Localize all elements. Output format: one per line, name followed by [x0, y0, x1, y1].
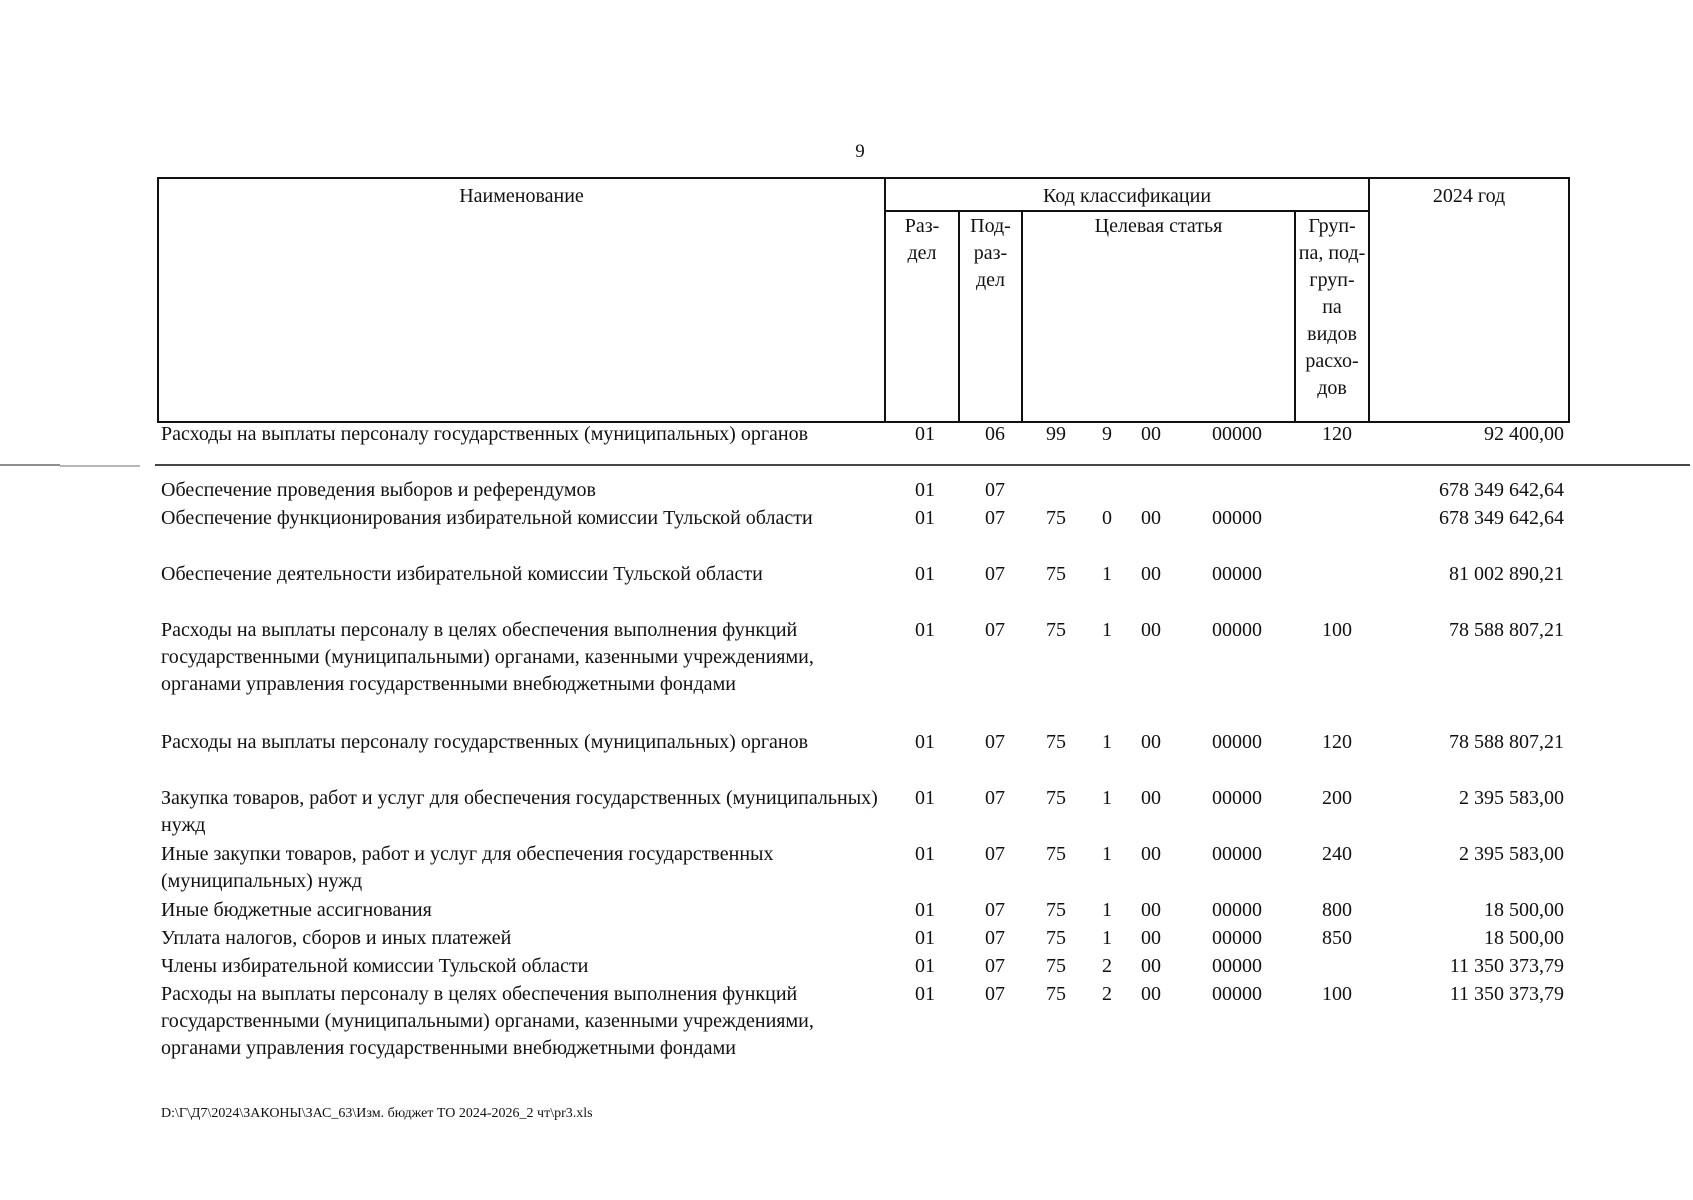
separator-line [155, 464, 1690, 466]
row-target-program: 75 [1046, 899, 1066, 921]
row-razdel: 01 [915, 507, 935, 529]
header-expense-group: Груп- па, под- груп- па видов расхо- дов [1295, 211, 1369, 422]
row-target-program: 75 [1046, 843, 1066, 865]
row-target-subprogram: 2 [1102, 983, 1112, 1005]
row-amount: 18 500,00 [1484, 927, 1564, 949]
row-name: Иные закупки товаров, работ и услуг для обеспечения государственных (муниципальных) нужд [161, 843, 774, 892]
header-code-group: Код классификации [885, 178, 1369, 211]
row-target-main-event: 00 [1141, 983, 1161, 1005]
row-expense-group: 800 [1322, 899, 1352, 921]
row-target-direction: 00000 [1212, 899, 1262, 921]
row-amount: 678 349 642,64 [1439, 507, 1564, 529]
row-name: Обеспечение проведения выборов и референдумов [161, 479, 596, 501]
row-razdel: 01 [915, 983, 935, 1005]
row-razdel: 01 [915, 423, 935, 445]
row-target-main-event: 00 [1141, 731, 1161, 753]
row-razdel: 01 [915, 843, 935, 865]
row-expense-group: 120 [1322, 731, 1352, 753]
row-target-direction: 00000 [1212, 507, 1262, 529]
row-podrazdel: 06 [985, 423, 1005, 445]
row-target-subprogram: 9 [1102, 423, 1112, 445]
row-amount: 11 350 373,79 [1449, 983, 1564, 1005]
header-podrazdel: Под- раз- дел [959, 211, 1022, 422]
row-podrazdel: 07 [985, 843, 1005, 865]
row-amount: 78 588 807,21 [1449, 619, 1564, 641]
row-target-subprogram: 1 [1102, 927, 1112, 949]
row-target-direction: 00000 [1212, 619, 1262, 641]
row-target-subprogram: 1 [1102, 731, 1112, 753]
row-target-subprogram: 1 [1102, 563, 1112, 585]
row-expense-group: 850 [1322, 927, 1352, 949]
row-razdel: 01 [915, 927, 935, 949]
row-target-subprogram: 1 [1102, 787, 1112, 809]
row-target-subprogram: 1 [1102, 843, 1112, 865]
row-podrazdel: 07 [985, 955, 1005, 977]
row-name: Уплата налогов, сборов и иных платежей [161, 927, 512, 949]
row-target-main-event: 00 [1141, 507, 1161, 529]
row-target-program: 75 [1046, 983, 1066, 1005]
row-expense-group: 240 [1322, 843, 1352, 865]
row-podrazdel: 07 [985, 983, 1005, 1005]
row-target-direction: 00000 [1212, 955, 1262, 977]
row-target-program: 75 [1046, 731, 1066, 753]
row-expense-group: 100 [1322, 983, 1352, 1005]
row-podrazdel: 07 [985, 731, 1005, 753]
row-target-main-event: 00 [1141, 423, 1161, 445]
row-target-program: 75 [1046, 563, 1066, 585]
row-podrazdel: 07 [985, 563, 1005, 585]
header-razdel: Раз- дел [885, 211, 959, 422]
row-target-program: 75 [1046, 787, 1066, 809]
row-target-main-event: 00 [1141, 619, 1161, 641]
row-podrazdel: 07 [985, 787, 1005, 809]
row-target-main-event: 00 [1141, 899, 1161, 921]
row-expense-group: 100 [1322, 619, 1352, 641]
header-target-article: Целевая статья [1022, 211, 1295, 422]
row-amount: 81 002 890,21 [1449, 563, 1564, 585]
page-number: 9 [855, 141, 865, 162]
row-name: Расходы на выплаты персоналу государственных (муниципальных) органов [161, 731, 809, 753]
row-target-direction: 00000 [1212, 423, 1262, 445]
row-target-direction: 00000 [1212, 843, 1262, 865]
row-name: Расходы на выплаты персоналу в целях обеспечения выполнения функций государственными (муниципальными) органами, казенными учреждениями, органами управления государственными внебюджетными фондами [161, 619, 814, 695]
row-razdel: 01 [915, 899, 935, 921]
header-year: 2024 год [1369, 178, 1569, 422]
row-name: Иные бюджетные ассигнования [161, 899, 432, 921]
row-razdel: 01 [915, 619, 935, 641]
row-target-direction: 00000 [1212, 927, 1262, 949]
row-amount: 78 588 807,21 [1449, 731, 1564, 753]
row-target-subprogram: 0 [1102, 507, 1112, 529]
row-name: Закупка товаров, работ и услуг для обеспечения государственных (муниципальных) нужд [161, 787, 878, 836]
row-razdel: 01 [915, 479, 935, 501]
row-razdel: 01 [915, 731, 935, 753]
scan-artifact-line [60, 465, 140, 467]
row-razdel: 01 [915, 787, 935, 809]
row-name: Члены избирательной комиссии Тульской области [161, 955, 589, 977]
row-name: Обеспечение деятельности избирательной комиссии Тульской области [161, 563, 763, 585]
row-target-main-event: 00 [1141, 787, 1161, 809]
row-amount: 2 395 583,00 [1459, 787, 1564, 809]
row-target-main-event: 00 [1141, 563, 1161, 585]
scan-artifact-line [0, 464, 60, 466]
row-podrazdel: 07 [985, 619, 1005, 641]
row-target-program: 75 [1046, 507, 1066, 529]
row-podrazdel: 07 [985, 899, 1005, 921]
row-target-program: 75 [1046, 927, 1066, 949]
row-amount: 92 400,00 [1484, 423, 1564, 445]
row-target-program: 99 [1046, 423, 1066, 445]
row-target-main-event: 00 [1141, 843, 1161, 865]
row-podrazdel: 07 [985, 479, 1005, 501]
row-amount: 2 395 583,00 [1459, 843, 1564, 865]
row-razdel: 01 [915, 563, 935, 585]
row-name: Расходы на выплаты персоналу государственных (муниципальных) органов [161, 423, 809, 445]
row-name: Расходы на выплаты персоналу в целях обеспечения выполнения функций государственными (муниципальными) органами, казенными учреждениями, органами управления государственными внебюджетными фондами [161, 983, 814, 1059]
row-expense-group: 200 [1322, 787, 1352, 809]
row-target-main-event: 00 [1141, 927, 1161, 949]
row-target-subprogram: 2 [1102, 955, 1112, 977]
row-amount: 18 500,00 [1484, 899, 1564, 921]
file-path-footer: D:\Г\Д7\2024\ЗАКОНЫ\ЗАС_63\Изм. бюджет ТО 2024-2026_2 чт\pr3.xls [161, 1106, 593, 1121]
row-target-direction: 00000 [1212, 731, 1262, 753]
row-target-program: 75 [1046, 955, 1066, 977]
row-name: Обеспечение функционирования избирательной комиссии Тульской области [161, 507, 813, 529]
row-target-main-event: 00 [1141, 955, 1161, 977]
row-razdel: 01 [915, 955, 935, 977]
row-podrazdel: 07 [985, 507, 1005, 529]
header-name: Наименование [158, 178, 885, 422]
row-podrazdel: 07 [985, 927, 1005, 949]
row-target-direction: 00000 [1212, 563, 1262, 585]
row-expense-group: 120 [1322, 423, 1352, 445]
row-amount: 11 350 373,79 [1449, 955, 1564, 977]
row-target-direction: 00000 [1212, 983, 1262, 1005]
row-target-subprogram: 1 [1102, 619, 1112, 641]
row-target-program: 75 [1046, 619, 1066, 641]
table-header [157, 177, 1570, 423]
row-amount: 678 349 642,64 [1439, 479, 1564, 501]
row-target-direction: 00000 [1212, 787, 1262, 809]
row-target-subprogram: 1 [1102, 899, 1112, 921]
